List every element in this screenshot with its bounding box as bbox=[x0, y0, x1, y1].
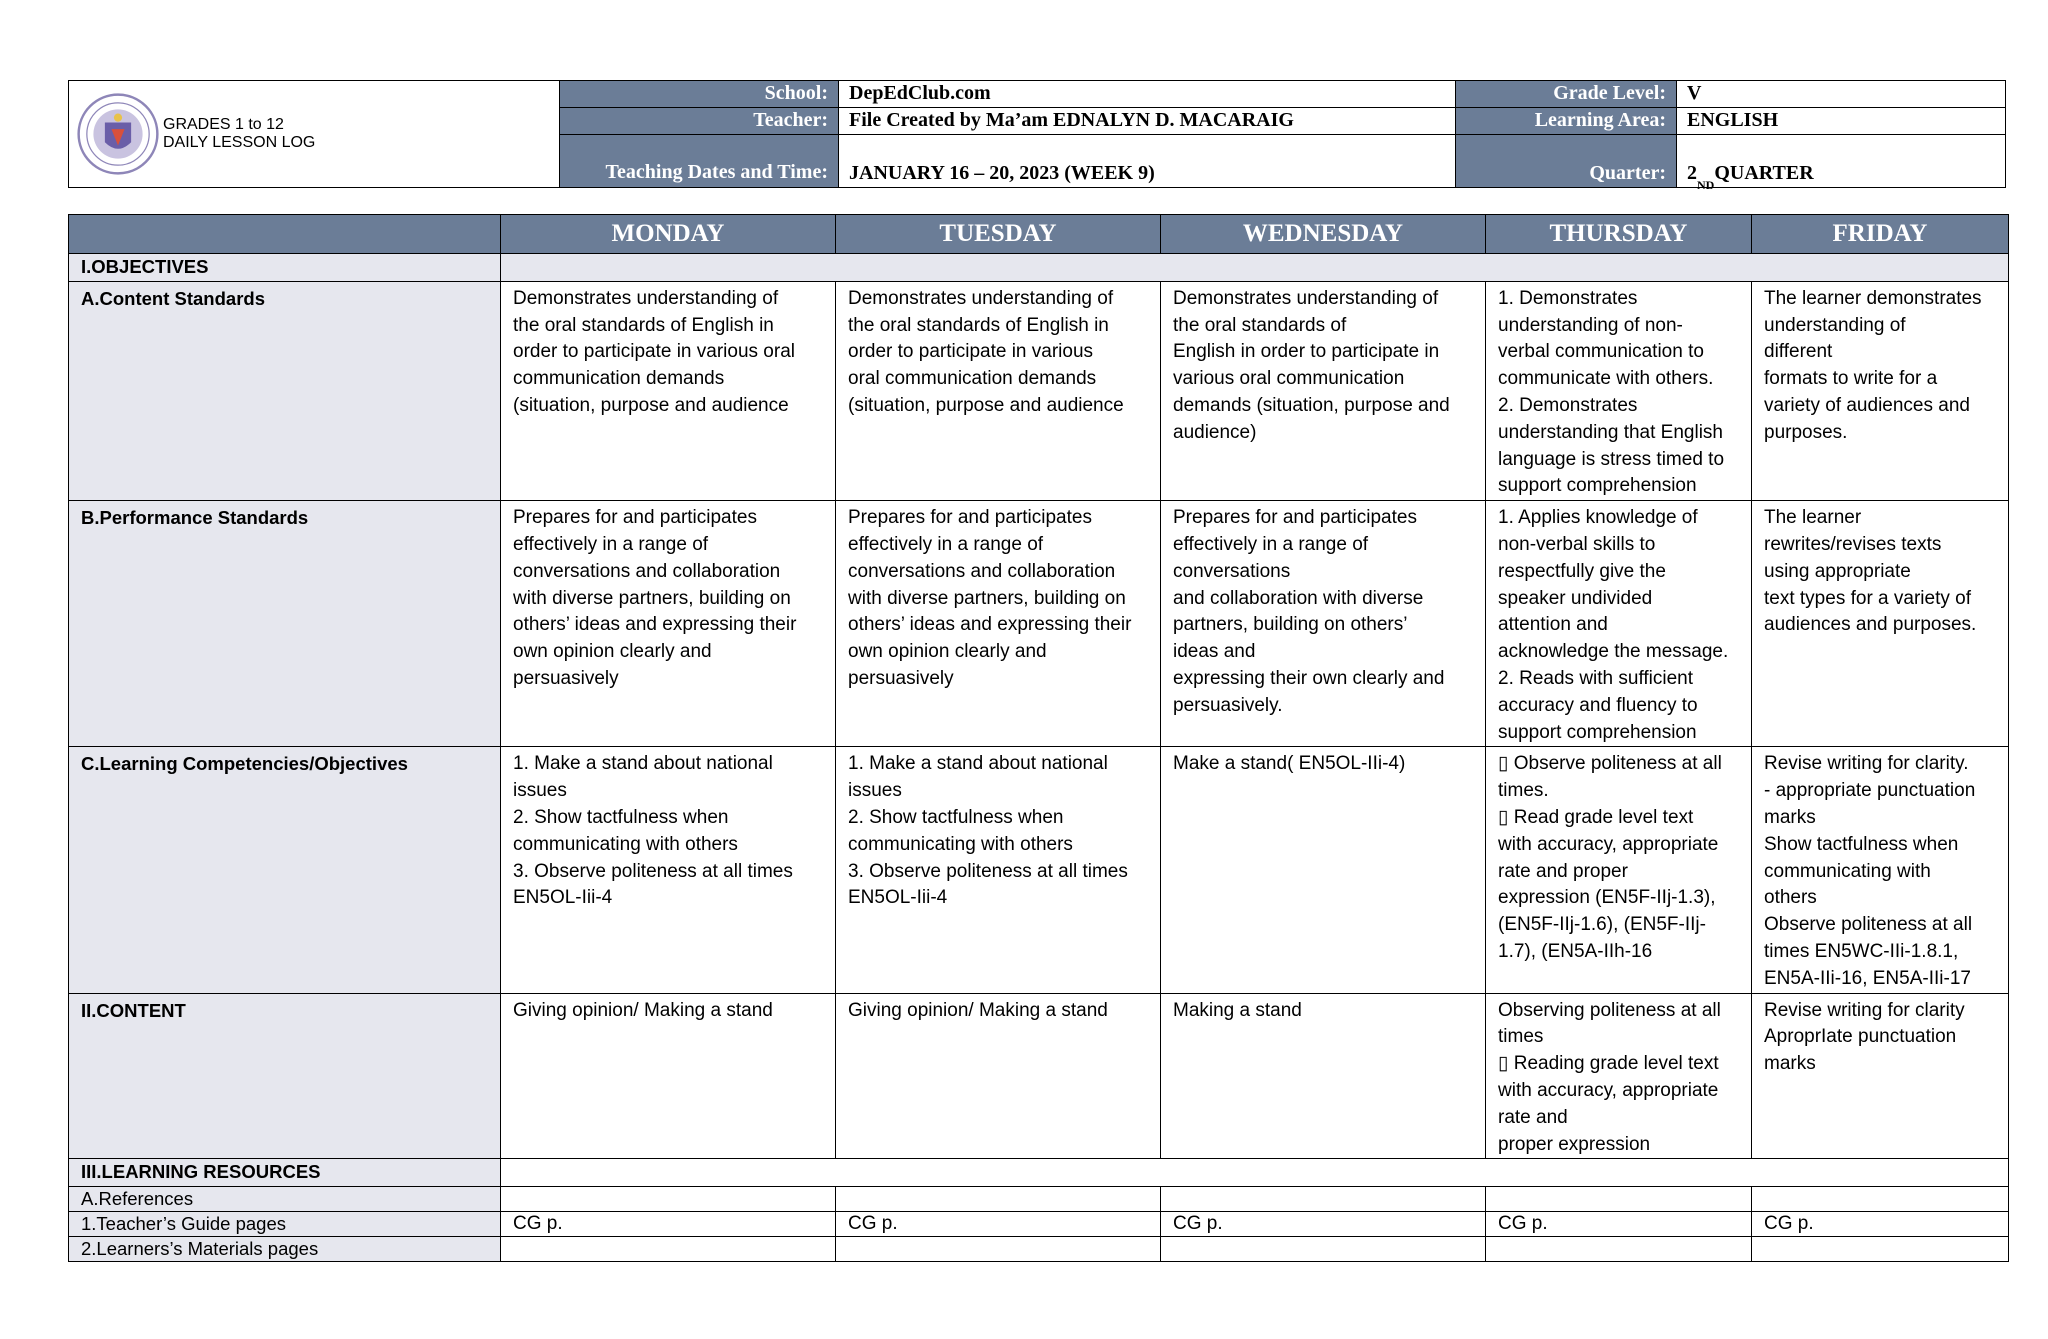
teaching-dates-label: Teaching Dates and Time: bbox=[560, 135, 839, 187]
grade-level-value: V bbox=[1677, 81, 2005, 108]
objectives-section-row bbox=[69, 254, 2009, 282]
teachers-guide-tuesday: CG p. bbox=[836, 1212, 1161, 1237]
header-title-line1: GRADES 1 to 12 bbox=[163, 116, 284, 133]
objectives-band bbox=[501, 254, 2009, 282]
content-standards-tuesday: Demonstrates understanding of the oral standards of English in order to participate in various oral communication demands (situation, purpose and audience bbox=[836, 281, 1161, 500]
teachers-guide-row bbox=[69, 1212, 2009, 1237]
performance-standards-row bbox=[69, 501, 2009, 747]
learning-area-value: ENGLISH bbox=[1677, 108, 2005, 135]
lesson-log-header bbox=[68, 80, 2006, 192]
learners-materials-label: 2.Learners’s Materials pages bbox=[69, 1237, 501, 1262]
learners-materials-tuesday bbox=[836, 1237, 1161, 1262]
references-thursday bbox=[1486, 1187, 1752, 1212]
references-tuesday bbox=[836, 1187, 1161, 1212]
learning-resources-band bbox=[501, 1159, 2009, 1187]
content-friday: Revise writing for clarity AproprIate punctuation marks bbox=[1752, 993, 2009, 1159]
learners-materials-thursday bbox=[1486, 1237, 1752, 1262]
competencies-friday: Revise writing for clarity. - appropriate punctuation marks Show tactfulness when communicating with others Observe politeness at all times EN5WC-IIi-1.8.1, EN5A-IIi-16, EN5A-IIi-17 bbox=[1752, 747, 2009, 993]
header-title-line2: DAILY LESSON LOG bbox=[163, 134, 316, 151]
teachers-guide-wednesday: CG p. bbox=[1161, 1212, 1486, 1237]
day-header-thursday: THURSDAY bbox=[1486, 215, 1752, 254]
performance-standards-wednesday: Prepares for and participates effectively in a range of conversations and collaboration with diverse partners, building on others’ ideas and expressing their own clearly and persuasively. bbox=[1161, 501, 1486, 747]
learners-materials-friday bbox=[1752, 1237, 2009, 1262]
competencies-tuesday: 1. Make a stand about national issues 2. Show tactfulness when communicating with others 3. Observe politeness at all times EN5OL-Iii-4 bbox=[836, 747, 1161, 993]
teachers-guide-monday: CG p. bbox=[501, 1212, 836, 1237]
content-label: II.CONTENT bbox=[69, 993, 501, 1159]
teachers-guide-label: 1.Teacher’s Guide pages bbox=[69, 1212, 501, 1237]
references-monday bbox=[501, 1187, 836, 1212]
references-row bbox=[69, 1187, 2009, 1212]
teachers-guide-thursday: CG p. bbox=[1486, 1212, 1752, 1237]
content-tuesday: Giving opinion/ Making a stand bbox=[836, 993, 1161, 1159]
teachers-guide-friday: CG p. bbox=[1752, 1212, 2009, 1237]
content-standards-wednesday: Demonstrates understanding of the oral standards of English in order to participate in various oral communication demands (situation, purpose and audience) bbox=[1161, 281, 1486, 500]
competencies-label: C.Learning Competencies/Objectives bbox=[69, 747, 501, 993]
learners-materials-wednesday bbox=[1161, 1237, 1486, 1262]
teacher-value: File Created by Ma’am EDNALYN D. MACARAIG bbox=[839, 108, 1456, 135]
learning-area-label: Learning Area: bbox=[1456, 108, 1677, 135]
day-header-row bbox=[69, 215, 2009, 254]
day-header-friday: FRIDAY bbox=[1752, 215, 2009, 254]
lesson-log-table bbox=[68, 214, 2009, 1262]
performance-standards-thursday: 1. Applies knowledge of non-verbal skills to respectfully give the speaker undivided attention and acknowledge the message. 2. Reads with sufficient accuracy and fluency to support comprehension bbox=[1486, 501, 1752, 747]
teaching-dates-value: JANUARY 16 – 20, 2023 (WEEK 9) bbox=[839, 135, 1456, 187]
quarter-value: 2 ND QUARTER bbox=[1687, 162, 1814, 192]
objectives-label: I.OBJECTIVES bbox=[69, 254, 501, 282]
competencies-thursday: ▯ Observe politeness at all times. ▯ Read grade level text with accuracy, appropriate rate and proper expression (EN5F-IIj-1.3), (EN5F-IIj-1.6), (EN5F-IIj- 1.7), (EN5A-IIh-16 bbox=[1486, 747, 1752, 993]
school-label: School: bbox=[560, 81, 839, 108]
header-title-block bbox=[69, 81, 560, 187]
competencies-row bbox=[69, 747, 2009, 993]
content-standards-monday: Demonstrates understanding of the oral standards of English in order to participate in various oral communication demands (situation, purpose and audience bbox=[501, 281, 836, 500]
content-standards-thursday: 1. Demonstrates understanding of non- verbal communication to communicate with others. 2. Demonstrates understanding that English language is stress timed to support comprehension bbox=[1486, 281, 1752, 500]
content-thursday: Observing politeness at all times ▯ Reading grade level text with accuracy, appropriate rate and proper expression bbox=[1486, 993, 1752, 1159]
grade-level-label: Grade Level: bbox=[1456, 81, 1677, 108]
day-header-blank bbox=[69, 215, 501, 254]
teacher-label: Teacher: bbox=[560, 108, 839, 135]
header-info-grid bbox=[560, 81, 2005, 192]
content-wednesday: Making a stand bbox=[1161, 993, 1486, 1159]
performance-standards-label: B.Performance Standards bbox=[69, 501, 501, 747]
content-monday: Giving opinion/ Making a stand bbox=[501, 993, 836, 1159]
content-standards-label: A.Content Standards bbox=[69, 281, 501, 500]
competencies-monday: 1. Make a stand about national issues 2. Show tactfulness when communicating with others 3. Observe politeness at all times EN5OL-Iii-4 bbox=[501, 747, 836, 993]
references-friday bbox=[1752, 1187, 2009, 1212]
content-row bbox=[69, 993, 2009, 1159]
competencies-wednesday: Make a stand( EN5OL-IIi-4) bbox=[1161, 747, 1486, 993]
learning-resources-section-row bbox=[69, 1159, 2009, 1187]
performance-standards-tuesday: Prepares for and participates effectively in a range of conversations and collaboration with diverse partners, building on others’ ideas and expressing their own opinion clearly and persuasively bbox=[836, 501, 1161, 747]
performance-standards-monday: Prepares for and participates effectively in a range of conversations and collaboration with diverse partners, building on others’ ideas and expressing their own opinion clearly and persuasively bbox=[501, 501, 836, 747]
quarter-label: Quarter: bbox=[1456, 135, 1677, 187]
deped-seal-icon bbox=[77, 93, 159, 175]
learners-materials-row bbox=[69, 1237, 2009, 1262]
learners-materials-monday bbox=[501, 1237, 836, 1262]
day-header-tuesday: TUESDAY bbox=[836, 215, 1161, 254]
day-header-wednesday: WEDNESDAY bbox=[1161, 215, 1486, 254]
content-standards-friday: The learner demonstrates understanding of different formats to write for a variety of audiences and purposes. bbox=[1752, 281, 2009, 500]
performance-standards-friday: The learner rewrites/revises texts using appropriate text types for a variety of audiences and purposes. bbox=[1752, 501, 2009, 747]
learning-resources-label: III.LEARNING RESOURCES bbox=[69, 1159, 501, 1187]
day-header-monday: MONDAY bbox=[501, 215, 836, 254]
school-value: DepEdClub.com bbox=[839, 81, 1456, 108]
content-standards-row bbox=[69, 281, 2009, 500]
references-wednesday bbox=[1161, 1187, 1486, 1212]
references-label: A.References bbox=[69, 1187, 501, 1212]
